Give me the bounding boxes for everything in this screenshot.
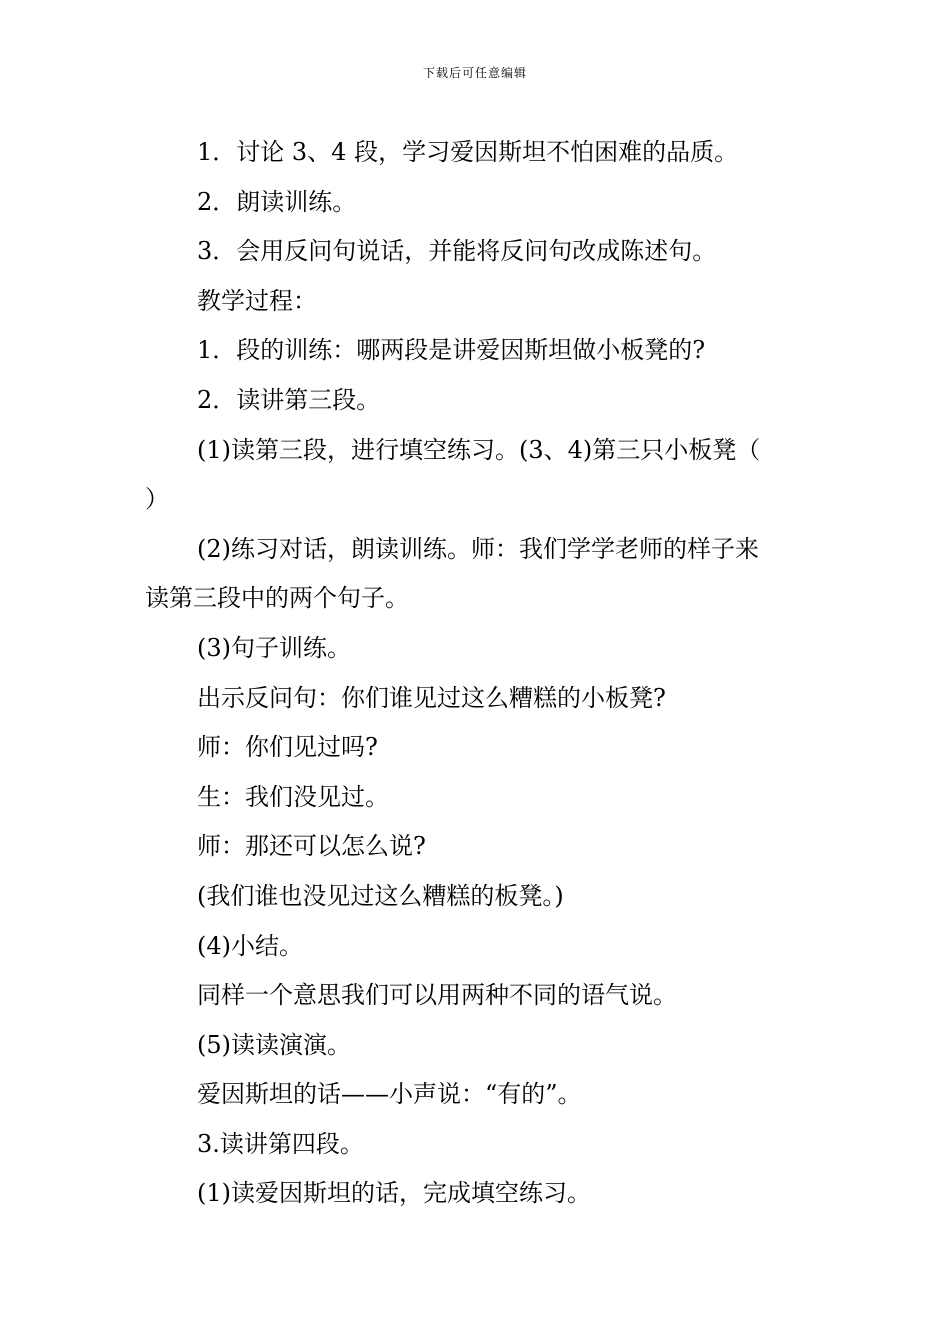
substep-3: (3)句子训练。 (197, 633, 351, 662)
objective-line-3: 3．会用反问句说话，并能将反问句改成陈述句。 (197, 237, 717, 266)
substep-1-continuation: ） (145, 485, 169, 514)
page-header: 下载后可任意编辑 (422, 66, 527, 80)
dialogue-student: 生：我们没见过。 (197, 782, 389, 811)
declarative-sentence: (我们谁也没见过这么糟糕的板凳。) (197, 881, 564, 910)
objective-line-1: 1．讨论 3、4 段，学习爱因斯坦不怕困难的品质。 (197, 138, 739, 166)
step-3: 3.读讲第四段。 (197, 1129, 364, 1158)
objective-line-2: 2．朗读训练。 (197, 187, 357, 216)
substep-4: (4)小结。 (197, 931, 303, 960)
section-heading: 教学过程： (197, 286, 317, 315)
dialogue-teacher-1: 师：你们见过吗? (197, 733, 378, 762)
document-body (145, 128, 815, 1219)
dialogue-teacher-2: 师：那还可以怎么说? (197, 832, 426, 861)
step-3-substep-1: (1)读爱因斯坦的话，完成填空练习。 (197, 1179, 591, 1208)
substep-2: (2)练习对话，朗读训练。师：我们学学老师的样子来 (197, 534, 759, 563)
step-1: 1．段的训练：哪两段是讲爱因斯坦做小板凳的? (197, 336, 706, 365)
summary-text: 同样一个意思我们可以用两种不同的语气说。 (197, 981, 677, 1010)
step-2: 2．读讲第三段。 (197, 385, 381, 414)
rhetorical-question: 出示反问句：你们谁见过这么糟糕的小板凳? (197, 683, 666, 712)
einstein-quote-line: 爱因斯坦的话——小声说：“有的”。 (197, 1080, 582, 1109)
substep-5: (5)读读演演。 (197, 1030, 351, 1059)
substep-1: (1)读第三段，进行填空练习。(3、4)第三只小板凳（ (197, 435, 761, 464)
substep-2-continuation: 读第三段中的两个句子。 (145, 584, 409, 613)
